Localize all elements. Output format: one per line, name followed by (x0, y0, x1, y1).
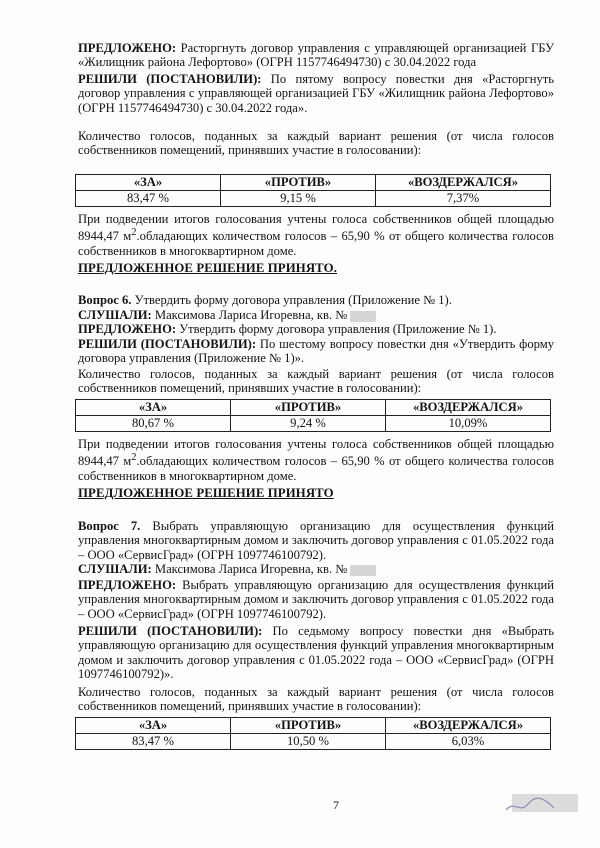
heard-label: СЛУШАЛИ: (78, 562, 152, 576)
proposed-text: Расторгнуть договор управления с управляющей организацией ГБУ «Жилищник района Лефортово» (ОГРН 1157746494730) с 30.04.2022 года (78, 41, 554, 70)
area-superscript: 2 (131, 227, 137, 239)
vozd-header: «ВОЗДЕРЖАЛСЯ» (386, 718, 551, 734)
protiv-value: 9,24 % (231, 416, 386, 432)
area-superscript: 2 (131, 452, 137, 464)
proposed-label: ПРЕДЛОЖЕНО: (78, 322, 177, 336)
summary-text: При подведении итогов голосования учтены голоса собственников общей площадью 8944,47 м (78, 212, 554, 244)
protiv-header: «ПРОТИВ» (231, 400, 386, 416)
za-value: 80,67 % (76, 416, 231, 432)
q6-proposed (78, 322, 554, 336)
za-header: «ЗА» (76, 718, 231, 734)
vozd-value: 10,09% (386, 416, 551, 432)
za-header: «ЗА» (76, 400, 231, 416)
q7-votes-intro: Количество голосов, поданных за каждый вариант решения (от числа голосов собственников помещений, принявших участие в голосовании): (78, 685, 554, 714)
proposed-text: Выбрать управляющую организацию для осуществления функций управления многоквартирным домом и заключить договор управления с 01.05.2022 года – ООО «СервисГрад» (ОГРН 1097746100792). (78, 578, 554, 621)
za-value: 83,47 % (76, 734, 231, 750)
vozd-value: 7,37% (376, 191, 551, 207)
q5-decided (78, 72, 554, 115)
question-text: Выбрать управляющую организацию для осуществления функций управления многоквартирным домом и заключить договор управления с 01.05.2022 года – ООО «СервисГрад» (ОГРН 1097746100792). (78, 519, 555, 562)
summary-text-cont: .обладающих количеством голосов – 65,90 % от общего количества голосов собственников в многоквартирном доме. (78, 454, 554, 483)
q6-votes-intro: Количество голосов, поданных за каждый вариант решения (от числа голосов собственников помещений, принявших участие в голосовании): (78, 367, 554, 396)
q5-votes-intro: Количество голосов, поданных за каждый вариант решения (от числа голосов собственников помещений, принявших участие в голосовании): (78, 129, 554, 158)
decided-text: По седьмому вопросу повестки дня «Выбрать управляющую организацию для осуществления функций управления многоквартирным домом и заключить договор управления с 01.05.2022 года – ООО «СервисГрад» (ОГРН 1097746100792)». (78, 624, 554, 682)
heard-label: СЛУШАЛИ: (78, 308, 152, 322)
heard-text: Максимова Лариса Игоревна, кв. № (151, 562, 348, 576)
protiv-value: 9,15 % (221, 191, 376, 207)
q7-decided (78, 624, 554, 682)
proposed-label: ПРЕДЛОЖЕНО: (78, 578, 177, 592)
q7-heard (78, 562, 554, 576)
q6-votes-table (75, 399, 551, 432)
decided-text: По пятому вопросу повестки дня «Расторгнуть договор управления с управляющей организацией ГБУ «Жилищник района Лефортово» (ОГРН 1157746494730) с 30.04.2022 года». (78, 72, 554, 115)
za-header: «ЗА» (76, 175, 221, 191)
proposed-label: ПРЕДЛОЖЕНО: (78, 41, 177, 55)
redacted-apartment (350, 565, 376, 576)
q6-result: ПРЕДЛОЖЕННОЕ РЕШЕНИЕ ПРИНЯТО (78, 486, 334, 500)
q6-question (78, 293, 554, 307)
redacted-apartment (350, 311, 376, 322)
vozd-header: «ВОЗДЕРЖАЛСЯ» (386, 400, 551, 416)
decided-label: РЕШИЛИ (ПОСТАНОВИЛИ): (78, 337, 257, 351)
q5-votes-table (75, 174, 551, 207)
q7-proposed (78, 578, 554, 621)
q5-result: ПРЕДЛОЖЕННОЕ РЕШЕНИЕ ПРИНЯТО. (78, 261, 337, 275)
q5-summary (78, 212, 554, 258)
protiv-header: «ПРОТИВ» (221, 175, 376, 191)
protiv-header: «ПРОТИВ» (231, 718, 386, 734)
decided-label: РЕШИЛИ (ПОСТАНОВИЛИ): (78, 624, 263, 638)
question-label: Вопрос 6. (78, 293, 132, 307)
page-number: 7 (333, 798, 339, 812)
q6-decided (78, 337, 554, 366)
vozd-value: 6,03% (386, 734, 551, 750)
question-label: Вопрос 7. (78, 519, 141, 533)
q5-proposed (78, 41, 554, 70)
proposed-text: Утвердить форму договора управления (Приложение № 1). (176, 322, 497, 336)
summary-text-cont: .обладающих количеством голосов – 65,90 % от общего количества голосов собственников в многоквартирном доме. (78, 229, 554, 258)
q6-summary (78, 437, 554, 483)
heard-text: Максимова Лариса Игоревна, кв. № (151, 308, 348, 322)
q6-heard (78, 308, 554, 322)
summary-text: При подведении итогов голосования учтены голоса собственников общей площадью 8944,47 м (78, 437, 554, 469)
redacted-signature (504, 790, 582, 816)
za-value: 83,47 % (76, 191, 221, 207)
vozd-header: «ВОЗДЕРЖАЛСЯ» (376, 175, 551, 191)
q7-question (78, 519, 554, 562)
decided-label: РЕШИЛИ (ПОСТАНОВИЛИ): (78, 72, 262, 86)
question-text: Утвердить форму договора управления (Приложение № 1). (131, 293, 452, 307)
decided-text: По шестому вопросу повестки дня «Утвердить форму договора управления (Приложение № 1)». (78, 337, 554, 366)
protiv-value: 10,50 % (231, 734, 386, 750)
q7-votes-table (75, 717, 551, 750)
